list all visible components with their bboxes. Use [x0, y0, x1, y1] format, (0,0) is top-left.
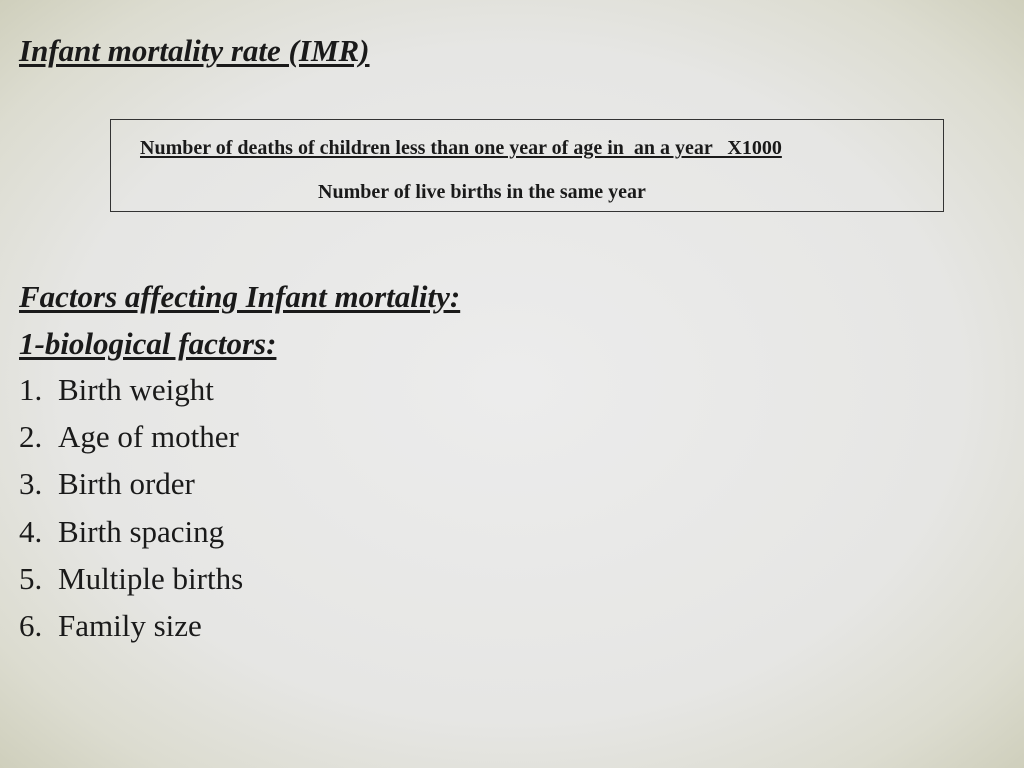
list-item — [19, 607, 243, 654]
list-item-number: 4. — [19, 513, 43, 549]
list-item-number: 1. — [19, 372, 43, 407]
list-item-number: 5. — [19, 560, 43, 596]
slide-title: Infant mortality rate (IMR) — [19, 33, 370, 68]
list-item — [19, 418, 243, 465]
list-item-text: Family size — [58, 607, 202, 643]
list-item-number: 6. — [19, 607, 43, 643]
list-item — [19, 513, 243, 560]
list-item-text: Birth spacing — [58, 513, 225, 549]
biological-factors-heading: 1-biological factors: — [19, 326, 277, 361]
biological-factors-list — [19, 371, 243, 654]
formula-denominator: Number of live births in the same year — [318, 181, 646, 203]
list-item-text: Age of mother — [58, 419, 239, 455]
imr-formula-box — [110, 119, 944, 212]
list-item-text: Birth weight — [58, 372, 214, 407]
list-item-text: Birth order — [58, 466, 195, 502]
list-item — [19, 560, 243, 607]
factors-heading: Factors affecting Infant mortality: — [19, 279, 461, 314]
list-item-number: 2. — [19, 419, 43, 455]
list-item — [19, 371, 243, 418]
list-item — [19, 465, 243, 512]
list-item-number: 3. — [19, 466, 43, 502]
formula-numerator: Number of deaths of children less than one year of age in an a year X1000 — [140, 137, 782, 159]
list-item-text: Multiple births — [58, 560, 244, 596]
